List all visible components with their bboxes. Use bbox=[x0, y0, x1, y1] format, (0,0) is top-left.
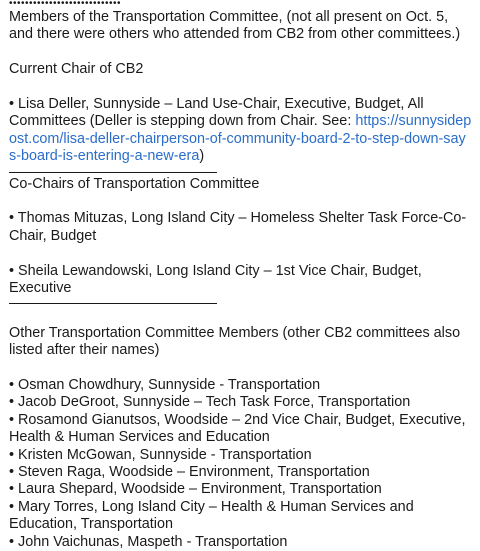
list-item: • Mary Torres, Long Island City – Health & Human Services and Education, Transportation bbox=[9, 498, 414, 533]
list-item: • Kristen McGowan, Sunnyside - Transportation bbox=[9, 446, 312, 463]
co-chairs-heading: Co-Chairs of Transportation Committee bbox=[9, 175, 260, 192]
list-item: • Laura Shepard, Woodside – Environment, Transportation bbox=[9, 481, 382, 498]
list-item: • Steven Raga, Woodside – Environment, Transportation bbox=[9, 464, 370, 481]
list-item: • Osman Chowdhury, Sunnyside - Transportation bbox=[9, 377, 321, 394]
dotted-separator: •••••••••••••••••••••••••••• bbox=[9, 0, 122, 9]
section-divider bbox=[9, 303, 217, 304]
intro-paragraph: Members of the Transportation Committee, (not all present on Oct. 5, and there were others who attended from CB2 from other committees.) bbox=[9, 9, 461, 43]
current-chair-suffix: ) bbox=[199, 148, 205, 165]
other-members-heading: Other Transportation Committee Members (other CB2 committees also listed after their names) bbox=[9, 324, 461, 359]
section-divider bbox=[9, 172, 217, 173]
current-chair-text: • Lisa Deller, Sunnyside – Land Use-Chair, Executive, Budget, All Committees (Deller is stepping down from Chair. See: bbox=[9, 96, 424, 130]
co-chair-item: • Thomas Mituzas, Long Island City – Homeless Shelter Task Force-Co-Chair, Budget bbox=[9, 210, 467, 244]
current-chair-heading: Current Chair of CB2 bbox=[9, 61, 144, 78]
sunnyside-post-link[interactable]: https://sunnysidepost.com/lisa-deller-chairperson-of-community-board-2-to-step-down-says-board-is-entering-a-new-era bbox=[9, 113, 472, 165]
member-list bbox=[9, 377, 472, 551]
current-chair-entry bbox=[9, 96, 472, 166]
co-chair-item: • Sheila Lewandowski, Long Island City – 1st Vice Chair, Budget, Executive bbox=[9, 262, 422, 297]
list-item: • John Vaichunas, Maspeth - Transportation bbox=[9, 533, 288, 550]
list-item: • Jacob DeGroot, Sunnyside – Tech Task Force, Transportation bbox=[9, 394, 411, 411]
list-item: • Rosamond Gianutsos, Woodside – 2nd Vice Chair, Budget, Executive, Health & Human Services and Education bbox=[9, 411, 466, 446]
